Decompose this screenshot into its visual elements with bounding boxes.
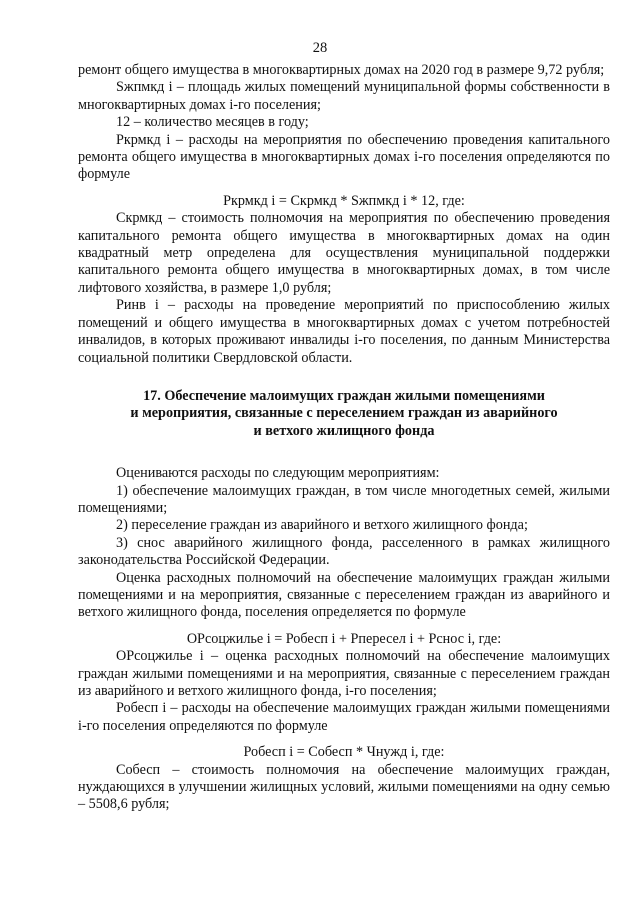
section-heading-line: и ветхого жилищного фонда <box>253 422 435 439</box>
paragraph-assessment-intro: Оценка расходных полномочий на обеспечение малоимущих граждан жилыми помещениями и на мероприятия, связанные с переселением граждан из аварийного и ветхого жилищного фонда, поселения определяется по формуле <box>78 569 610 621</box>
paragraph-provision-expenses: Робесп i – расходы на обеспечение малоимущих граждан жилыми помещениями i-го поселения определяются по формуле <box>78 700 610 734</box>
paragraph-social-housing-definition: ОРсоцжилье i – оценка расходных полномочий на обеспечение малоимущих граждан жилыми помещениями и на мероприятия, связанные с переселением граждан из аварийного и ветхого жилищного фонда, i-го поселения; <box>78 648 610 699</box>
formula-capital-repair: Ркрмкд i = Скрмкд * Sжпмкд i * 12, где: <box>223 192 465 209</box>
paragraph-months: 12 – количество месяцев в году; <box>116 114 309 131</box>
paragraph-repair-rate: ремонт общего имущества в многоквартирных домах на 2020 год в размере 9,72 рубля; <box>78 62 605 78</box>
list-item-1: 1) обеспечение малоимущих граждан, в том числе многодетных семей, жилыми помещениями; <box>78 482 610 516</box>
paragraph-evaluated-expenses: Оцениваются расходы по следующим мероприятиям: <box>116 465 440 482</box>
paragraph-provision-cost: Собесп – стоимость полномочия на обеспечение малоимущих граждан, нуждающихся в улучшении жилищных условий, жилыми помещениями на одну семью – 5508,6 рубля; <box>78 761 610 813</box>
paragraph-area-definition: Sжпмкд i – площадь жилых помещений муниципальной формы собственности в многоквартирных домах i-го поселения; <box>78 79 610 113</box>
paragraph-capital-repair-expenses: Ркрмкд i – расходы на мероприятия по обеспечению проведения капитального ремонта общего имущества в многоквартирных домах i-го поселения определяются по формуле <box>78 131 610 183</box>
paragraph-disabled-adaptation: Ринв i – расходы на проведение мероприятий по приспособлению жилых помещений и общего имущества в многоквартирных домах с учетом потребностей инвалидов, в которых проживают инвалиды i-го поселения, по данным Министерства социальной политики Свердловской области. <box>78 297 610 366</box>
formula-social-housing: ОРсоцжилье i = Робесп i + Рпересел i + Рснос i, где: <box>186 630 502 647</box>
section-heading-line: 17. Обеспечение малоимущих граждан жилыми помещениями <box>143 387 545 404</box>
section-heading-line: и мероприятия, связанные с переселением граждан из аварийного <box>130 405 558 422</box>
formula-provision: Робесп i = Собесп * Чнужд i, где: <box>243 744 445 761</box>
list-item-3: 3) снос аварийного жилищного фонда, расселенного в рамках жилищного законодательства Российской Федерации. <box>78 534 610 569</box>
section-heading <box>78 388 610 440</box>
paragraph-capital-repair-cost: Скрмкд – стоимость полномочия на мероприятия по обеспечению проведения капитального ремонта общего имущества в многоквартирных домах на один квадратный метр определена для осуществления муниципальной поддержки капитального ремонта общего имущества в многоквартирных домах, в том числе лифтового хозяйства, в размере 1,0 рубля; <box>78 210 610 296</box>
page-number: 28 <box>312 40 328 56</box>
document-body <box>78 62 610 814</box>
list-item-2: 2) переселение граждан из аварийного и ветхого жилищного фонда; <box>116 517 528 534</box>
